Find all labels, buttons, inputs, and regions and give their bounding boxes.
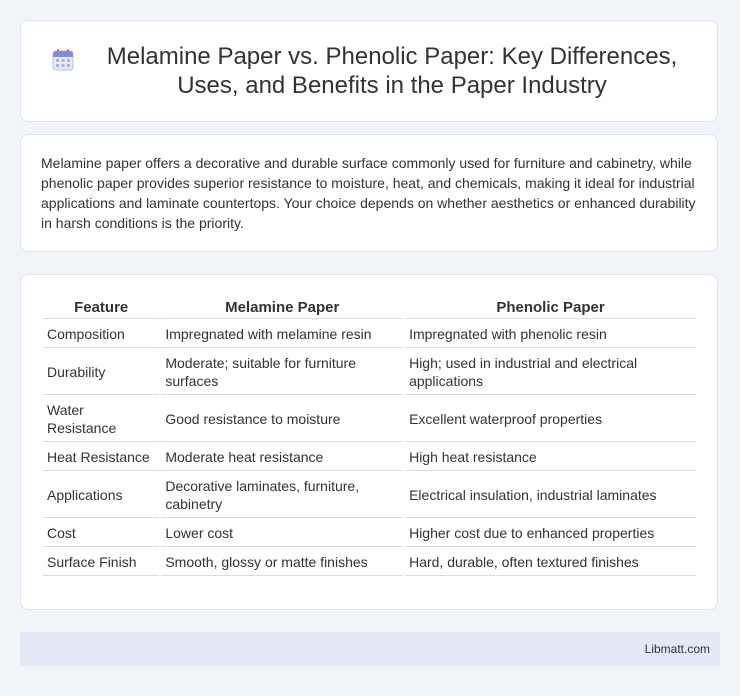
phenolic-cell: High heat resistance — [405, 444, 696, 471]
feature-cell: Applications — [43, 473, 159, 518]
table-row — [43, 350, 696, 395]
title-card — [20, 20, 718, 122]
column-header-feature: Feature — [43, 297, 159, 319]
melamine-cell: Decorative laminates, furniture, cabinetry — [161, 473, 403, 518]
table-card — [20, 274, 718, 610]
melamine-cell: Lower cost — [161, 520, 403, 547]
intro-paragraph: Melamine paper offers a decorative and durable surface commonly used for furniture and cabinetry, while phenolic paper provides superior resistance to moisture, heat, and chemicals, making it ideal for industrial applications and laminate countertops. Your choice depends on whether aesthetics or enhanced durability in harsh conditions is the priority. — [41, 155, 696, 231]
feature-cell: Durability — [43, 350, 159, 395]
melamine-cell: Smooth, glossy or matte finishes — [161, 549, 403, 576]
table-row — [43, 549, 696, 576]
comparison-table — [41, 295, 698, 578]
phenolic-cell: Higher cost due to enhanced properties — [405, 520, 696, 547]
column-header-phenolic: Phenolic Paper — [405, 297, 696, 319]
table-row — [43, 473, 696, 518]
feature-cell: Surface Finish — [43, 549, 159, 576]
table-header-row — [43, 297, 696, 319]
feature-cell: Heat Resistance — [43, 444, 159, 471]
footer-brand[interactable]: Libmatt.com — [644, 642, 710, 656]
feature-cell: Cost — [43, 520, 159, 547]
table-row — [43, 444, 696, 471]
phenolic-cell: Excellent waterproof properties — [405, 397, 696, 442]
feature-cell: Composition — [43, 321, 159, 348]
phenolic-cell: Electrical insulation, industrial laminates — [405, 473, 696, 518]
table-row — [43, 397, 696, 442]
footer — [20, 632, 720, 666]
table-row — [43, 321, 696, 348]
melamine-cell: Moderate heat resistance — [161, 444, 403, 471]
melamine-cell: Impregnated with melamine resin — [161, 321, 403, 348]
table-row — [43, 520, 696, 547]
calendar-icon — [51, 48, 75, 72]
melamine-cell: Good resistance to moisture — [161, 397, 403, 442]
melamine-cell: Moderate; suitable for furniture surfaces — [161, 350, 403, 395]
column-header-melamine: Melamine Paper — [161, 297, 403, 319]
title-wrap — [51, 42, 687, 100]
page-title: Melamine Paper vs. Phenolic Paper: Key Differences, Uses, and Benefits in the Paper Industry — [106, 43, 678, 99]
feature-cell: Water Resistance — [43, 397, 159, 442]
phenolic-cell: High; used in industrial and electrical applications — [405, 350, 696, 395]
intro-card — [20, 134, 718, 252]
phenolic-cell: Hard, durable, often textured finishes — [405, 549, 696, 576]
phenolic-cell: Impregnated with phenolic resin — [405, 321, 696, 348]
